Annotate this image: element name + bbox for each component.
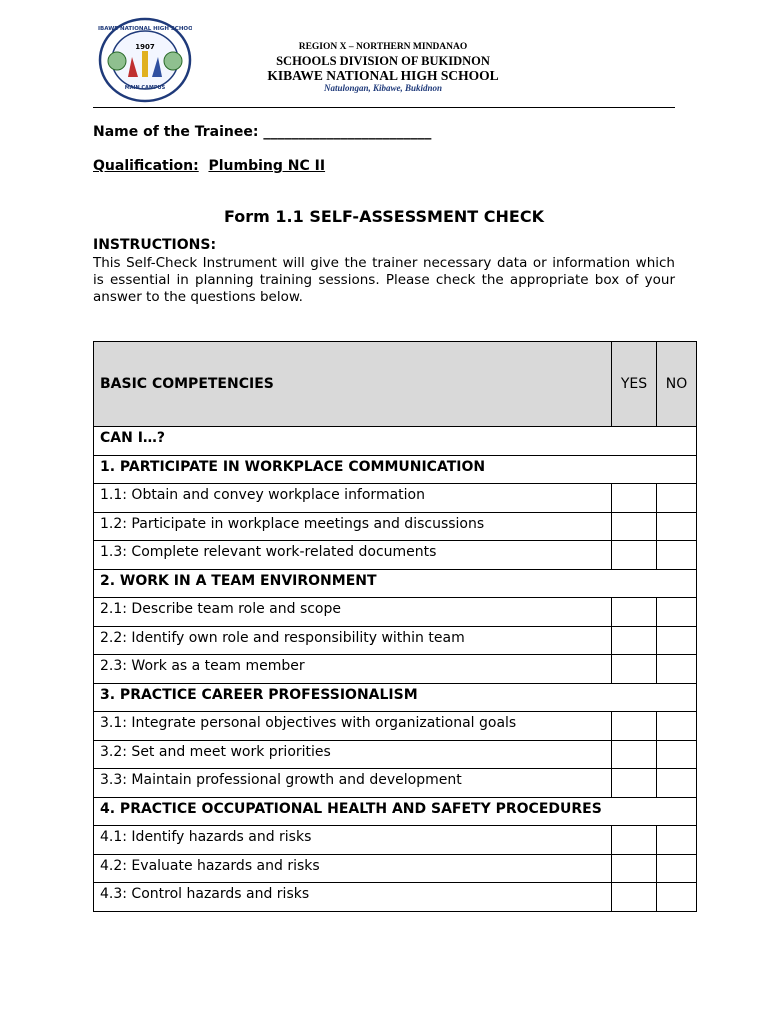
competency-row (94, 484, 697, 513)
competency-item: 4.3: Control hazards and risks (94, 883, 612, 912)
table-header-row (94, 342, 697, 427)
competency-row (94, 598, 697, 627)
competency-item: 4.2: Evaluate hazards and risks (94, 854, 612, 883)
yes-checkbox[interactable] (612, 826, 657, 855)
no-checkbox[interactable] (657, 655, 697, 684)
competency-item: 2.2: Identify own role and responsibility within team (94, 626, 612, 655)
competency-row (94, 854, 697, 883)
competency-item: 3.2: Set and meet work priorities (94, 740, 612, 769)
no-checkbox[interactable] (657, 826, 697, 855)
yes-checkbox[interactable] (612, 512, 657, 541)
competency-item: 2.3: Work as a team member (94, 655, 612, 684)
header-yes: YES (612, 342, 657, 427)
no-checkbox[interactable] (657, 484, 697, 513)
school-name: KIBAWE NATIONAL HIGH SCHOOL (267, 68, 499, 83)
yes-checkbox[interactable] (612, 598, 657, 627)
no-checkbox[interactable] (657, 740, 697, 769)
qualification-label: Qualification: (93, 158, 199, 174)
logo-subtext: MAIN CAMPUS (124, 85, 166, 91)
yes-checkbox[interactable] (612, 769, 657, 798)
section-title: 1. PARTICIPATE IN WORKPLACE COMMUNICATION (94, 455, 697, 484)
section-title: 4. PRACTICE OCCUPATIONAL HEALTH AND SAFETY PROCEDURES (94, 797, 697, 826)
division-label: SCHOOLS DIVISION OF BUKIDNON (276, 54, 490, 68)
competency-item: 1.2: Participate in workplace meetings and discussions (94, 512, 612, 541)
yes-checkbox[interactable] (612, 740, 657, 769)
section-title: 3. PRACTICE CAREER PROFESSIONALISM (94, 683, 697, 712)
header-divider (93, 107, 675, 108)
logo-ring-text: KIBAWE NATIONAL HIGH SCHOOL (98, 26, 192, 32)
no-checkbox[interactable] (657, 598, 697, 627)
competency-item: 1.3: Complete relevant work-related documents (94, 541, 612, 570)
yes-checkbox[interactable] (612, 541, 657, 570)
competency-row (94, 826, 697, 855)
yes-checkbox[interactable] (612, 883, 657, 912)
competency-item: 4.1: Identify hazards and risks (94, 826, 612, 855)
no-checkbox[interactable] (657, 626, 697, 655)
instructions-text: This Self-Check Instrument will give the trainer necessary data or information which is essential in planning training sessions. Please check the appropriate box of your answer to the questions below. (93, 255, 675, 305)
competency-row (94, 626, 697, 655)
competency-row (94, 512, 697, 541)
form-title: Form 1.1 SELF-ASSESSMENT CHECK (224, 207, 544, 226)
can-i-label: CAN I…? (94, 427, 697, 456)
section-row (94, 569, 697, 598)
yes-checkbox[interactable] (612, 854, 657, 883)
yes-checkbox[interactable] (612, 655, 657, 684)
no-checkbox[interactable] (657, 769, 697, 798)
competency-table (93, 341, 697, 912)
competency-row (94, 883, 697, 912)
section-row (94, 455, 697, 484)
section-title: 2. WORK IN A TEAM ENVIRONMENT (94, 569, 697, 598)
no-checkbox[interactable] (657, 541, 697, 570)
competency-row (94, 740, 697, 769)
no-checkbox[interactable] (657, 512, 697, 541)
competency-row (94, 712, 697, 741)
school-address: Natulongan, Kibawe, Bukidnon (323, 83, 443, 93)
section-row (94, 683, 697, 712)
region-label: REGION X – NORTHERN MINDANAO (298, 42, 468, 52)
no-checkbox[interactable] (657, 883, 697, 912)
section-row (94, 797, 697, 826)
qualification-line (93, 158, 325, 174)
yes-checkbox[interactable] (612, 712, 657, 741)
logo-year: 1907 (135, 43, 155, 51)
instructions-label: INSTRUCTIONS: (93, 237, 217, 253)
can-i-row (94, 427, 697, 456)
competency-item: 3.3: Maintain professional growth and development (94, 769, 612, 798)
header-no: NO (657, 342, 697, 427)
no-checkbox[interactable] (657, 854, 697, 883)
competency-row (94, 769, 697, 798)
no-checkbox[interactable] (657, 712, 697, 741)
competency-item: 2.1: Describe team role and scope (94, 598, 612, 627)
qualification-value: Plumbing NC II (208, 158, 326, 174)
header-basic-competencies: BASIC COMPETENCIES (94, 342, 612, 427)
competency-item: 1.1: Obtain and convey workplace information (94, 484, 612, 513)
school-logo (98, 17, 192, 103)
competency-row (94, 541, 697, 570)
trainee-name-field[interactable]: Name of the Trainee: ________________________ (93, 124, 432, 140)
yes-checkbox[interactable] (612, 484, 657, 513)
yes-checkbox[interactable] (612, 626, 657, 655)
competency-row (94, 655, 697, 684)
competency-item: 3.1: Integrate personal objectives with organizational goals (94, 712, 612, 741)
